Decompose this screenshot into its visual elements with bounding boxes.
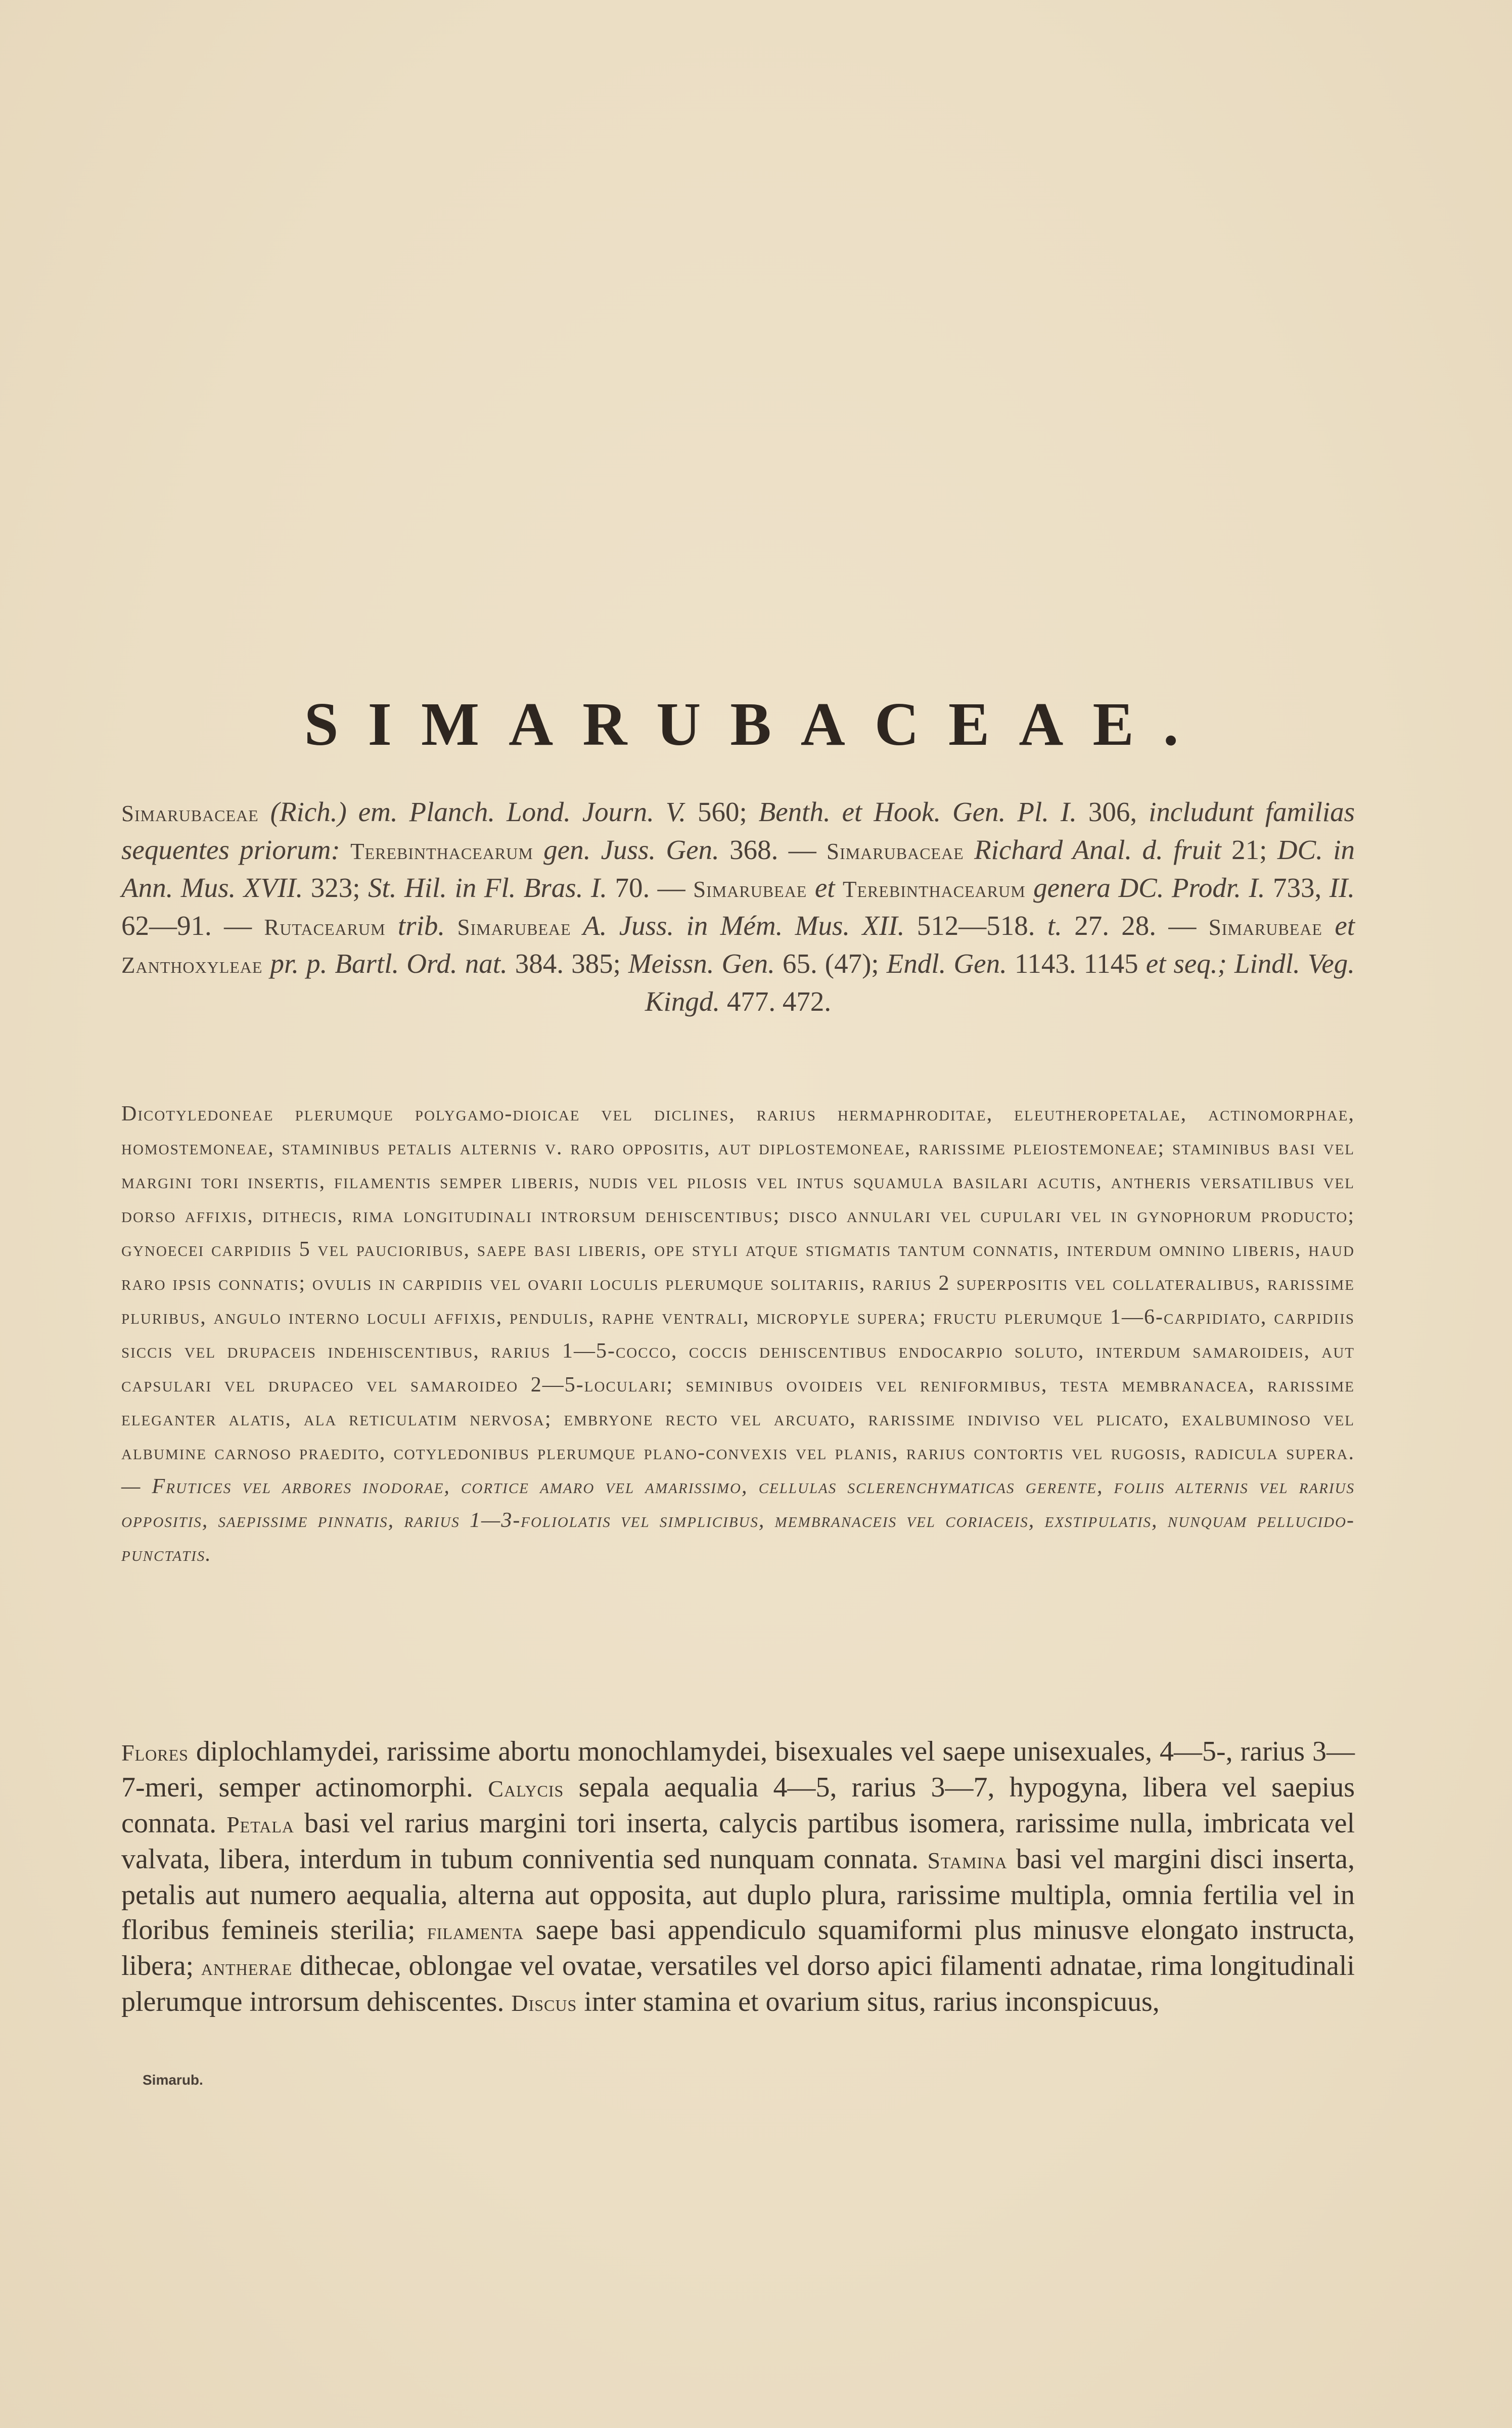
bibliography-run: St. Hil. in Fl. Bras. I. [368,872,607,903]
signature-mark: Simarub. [143,2072,203,2088]
bibliography-run: Meissn. Gen. [628,948,775,979]
bibliography-run: et seq.; Lindl. Veg. Kingd. [645,948,1355,1017]
diagnosis-paragraph [121,1097,1355,1571]
bibliography-run: II. [1329,872,1355,903]
description-run: basi vel rarius margini tori inserta, calycis partibus isomera, rarissime nulla, imbricata vel valvata, libera, interdum in tubum conniventia sed nunquam connata. [121,1808,1355,1875]
bibliography-run: Simarubaceae [121,801,259,826]
description-run: dithecae, oblongae vel ovatae, versatiles vel dorso apici filamenti adnatae, rima longitudinali plerumque introrsum dehiscentes. [121,1950,1355,2017]
bibliography-run: DC. in Ann. Mus. XVII. [121,834,1355,903]
bibliography-run: Endl. Gen. [886,948,1007,979]
description-run: Petala [226,1812,294,1837]
description-paragraph [121,1734,1355,2020]
bibliography-run: Rutacearum [264,915,386,940]
description-run: Calycis [488,1776,564,1802]
family-title: SIMARUBACEAE. [304,690,1208,758]
bibliography-run: genera DC. Prodr. I. [1025,872,1265,903]
bibliography-run: (Rich.) em. Planch. Lond. Journ. V. [258,796,686,827]
bibliography-run: Simarubeae [693,877,807,902]
bibliography-run: et [1322,910,1355,941]
description-run: antherae [201,1954,293,1980]
bibliography-run: Terebinthacearum [350,839,533,864]
bibliography-run: 65. (47); [774,948,887,979]
bibliography-run: includunt familias sequentes priorum: [121,796,1355,865]
description-run: Flores [121,1740,189,1766]
description-run: Discus [511,1990,577,2016]
bibliography-run: pr. p. Bartl. Ord. nat. [262,948,508,979]
bibliography-run: 27. 28. — [1062,910,1209,941]
bibliography-run: 70. — [607,872,694,903]
bibliography-run: Richard Anal. d. fruit [964,834,1221,865]
bibliography-run: 512—518. [904,910,1047,941]
description-run: saepe basi appendiculo squamiformi plus minusve elongato instructa, libera; [121,1914,1355,1982]
bibliography-run: 1143. 1145 [1006,948,1146,979]
description-run: sepala aequalia 4—5, rarius 3—7, hypogyna, libera vel saepius connata. [121,1772,1355,1839]
bibliography-run: Simarubaceae [827,839,964,864]
bibliography-run: et [807,872,843,903]
bibliography-run: trib. [385,910,457,941]
diagnosis-run: Dicotyledoneae plerumque polygamo-dioicae vel diclines, rarius hermaphroditae, eleutheropetalae, actinomorphae, homostemoneae, staminibus petalis alternis v. raro oppositis, aut diplostemoneae, rarissime pleiostemoneae; staminibus basi vel margini tori insertis, filamentis semper liberis, nudis vel pilosis vel intus squamula basilari acutis, antheris versatilibus vel dorso affixis, dithecis, rima longitudinali introrsum dehiscentibus; disco annulari vel cupulari vel in gynophorum producto; gynoecei carpidiis 5 vel paucioribus, saepe basi liberis, ope styli atque stigmatis tantum connatis, interdum omnino liberis, haud raro ipsis connatis; ovulis in carpidiis vel ovarii loculis plerumque solitariis, rarius 2 superpositis vel collateralibus, rarissime pluribus, angulo interno loculi affixis, pendulis, raphe ventrali, micropyle supera; fructu plerumque 1—6-carpidiato, carpidiis siccis vel drupaceis indehiscentibus, rarius 1—5-cocco, coccis dehiscentibus endocarpio soluto, interdum samaroideis, aut capsulari vel drupaceo vel samaroideo 2—5-loculari; seminibus ovoideis vel reniformibus, testa membranacea, rarissime eleganter alatis, ala reticulatim nervosa; embryone recto vel arcuato, rarissime indiviso vel plicato, exalbuminoso vel albumine carnoso praedito, cotyledonibus plerumque plano-convexis vel planis, rarius contortis vel rugosis, radicula supera. [121,1102,1355,1464]
description-run: inter stamina et ovarium situs, rarius inconspicuus, [577,1986,1160,2017]
bibliography-run: 21; [1221,834,1277,865]
bibliography-run: Simarubeae [457,915,571,940]
bibliography-run: t. [1047,910,1062,941]
diagnosis-run: — Frutices vel arbores inodorae, cortice amaro vel amarissimo, cellulas sclerenchymaticas gerente, foliis alternis vel rarius oppositis, saepissime pinnatis, rarius 1—3-foliolatis vel simplicibus, membranaceis vel coriaceis, exstipulatis, nunquam pellucido-punctatis. [121,1475,1355,1566]
bibliography-run: 477. 472. [720,986,832,1017]
bibliography-paragraph [121,794,1355,1019]
bibliography-run: Terebinthacearum [842,877,1026,902]
description-run: filamenta [427,1918,524,1944]
bibliography-run: 306, [1076,796,1149,827]
description-run: diplochlamydei, rarissime abortu monochlamydei, bisexuales vel saepe unisexuales, 4—5-, rarius 3—7-meri, semper actinomorphi. [121,1736,1355,1803]
bibliography-run: Simarubeae [1208,915,1322,940]
description-run: Stamina [927,1848,1007,1873]
bibliography-run: 733, [1265,872,1330,903]
bibliography-run: 384. 385; [507,948,628,979]
bibliography-run: 323; [303,872,369,903]
bibliography-run: A. Juss. in Mém. Mus. XII. [571,910,905,941]
bibliography-run: 368. — [719,834,827,865]
bibliography-run: 62—91. — [121,910,264,941]
bibliography-run: Zanthoxyleae [121,953,263,978]
description-run: basi vel margini disci inserta, petalis aut numero aequalia, alterna aut opposita, aut duplo plura, rarissime multipla, omnia fertilia vel in floribus femineis sterilia; [121,1844,1355,1946]
bibliography-run: Benth. et Hook. Gen. Pl. I. [758,796,1077,827]
bibliography-run: 560; [686,796,759,827]
bibliography-run: gen. Juss. Gen. [533,834,719,865]
